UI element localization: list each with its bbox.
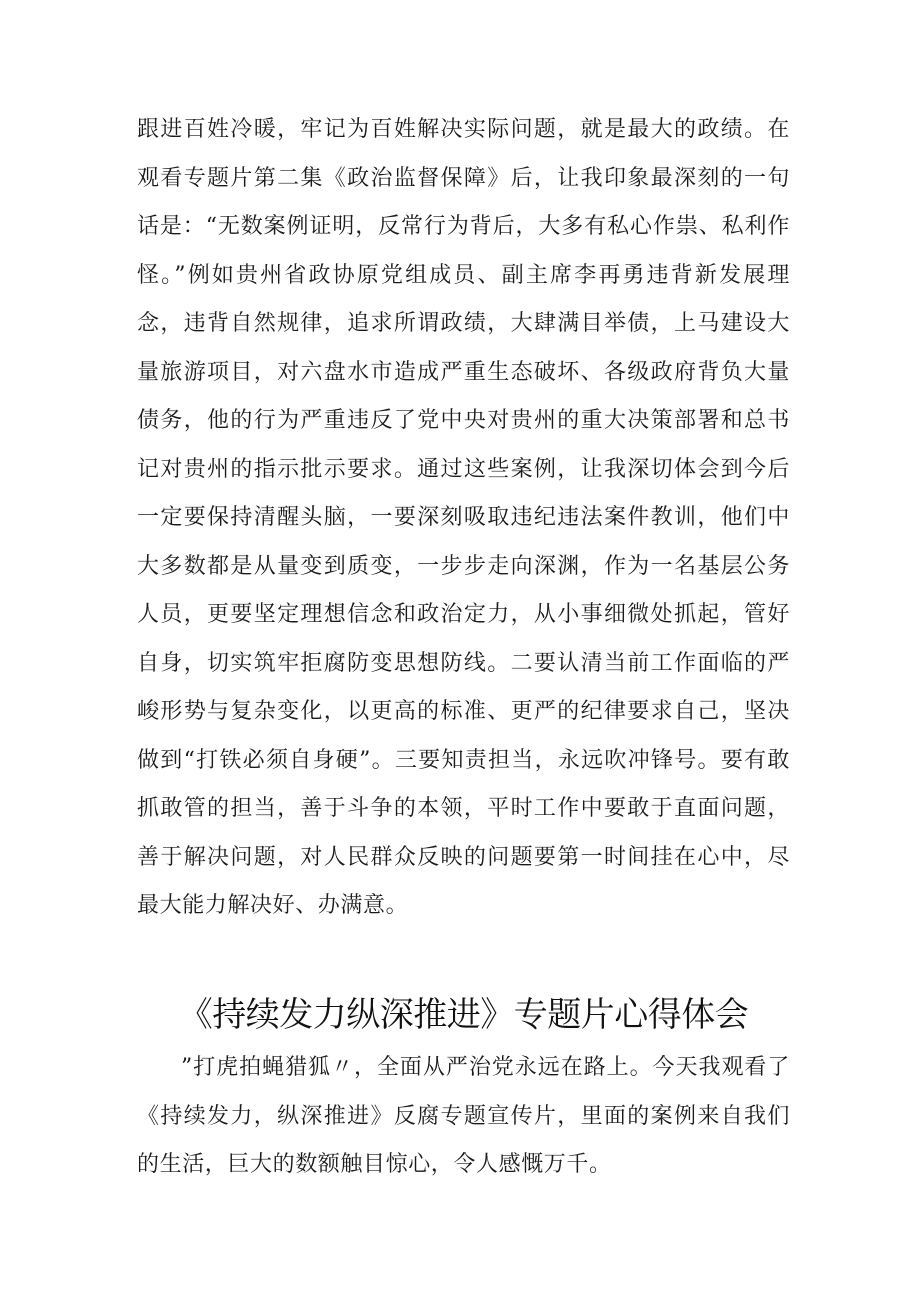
- section-heading: 《持续发力纵深推进》专题片心得体会: [178, 995, 749, 1035]
- body-paragraph-2: ”打虎拍蝇猎狐〃，全面从严治党永远在路上。今天我观看了《持续发力，纵深推进》反腐专题宣传片，里面的案例来自我们的生活，巨大的数额触目惊心，令人感慨万千。: [137, 1055, 790, 1177]
- body-paragraph-1: 跟进百姓冷暖，牢记为百姓解决实际问题，就是最大的政绩。在观看专题片第二集《政治监督保障》后，让我印象最深刻的一句话是：“无数案例证明，反常行为背后，大多有私心作祟、私利作怪。”例如贵州省政协原党组成员、副主席李再勇违背新发展理念，违背自然规律，追求所谓政绩，大肆满目举债，上马建设大量旅游项目，对六盘水市造成严重生态破坏、各级政府背负大量债务，他的行为严重违反了党中央对贵州的重大决策部署和总书记对贵州的指示批示要求。通过这些案例，让我深切体会到今后一定要保持清醒头脑，一要深刻吸取违纪违法案件教训，他们中大多数都是从量变到质变，一步步走向深渊，作为一名基层公务人员，更要坚定理想信念和政治定力，从小事细微处抓起，管好自身，切实筑牢拒腐防变思想防线。二要认清当前工作面临的严峻形势与复杂变化，以更高的标准、更严的纪律要求自己，坚决做到“打铁必须自身硬”。三要知责担当，永远吹冲锋号。要有敢抓敢管的担当，善于斗争的本领，平时工作中要敢于直面问题，善于解决问题，对人民群众反映的问题要第一时间挂在心中，尽最大能力解决好、办满意。: [137, 117, 790, 918]
